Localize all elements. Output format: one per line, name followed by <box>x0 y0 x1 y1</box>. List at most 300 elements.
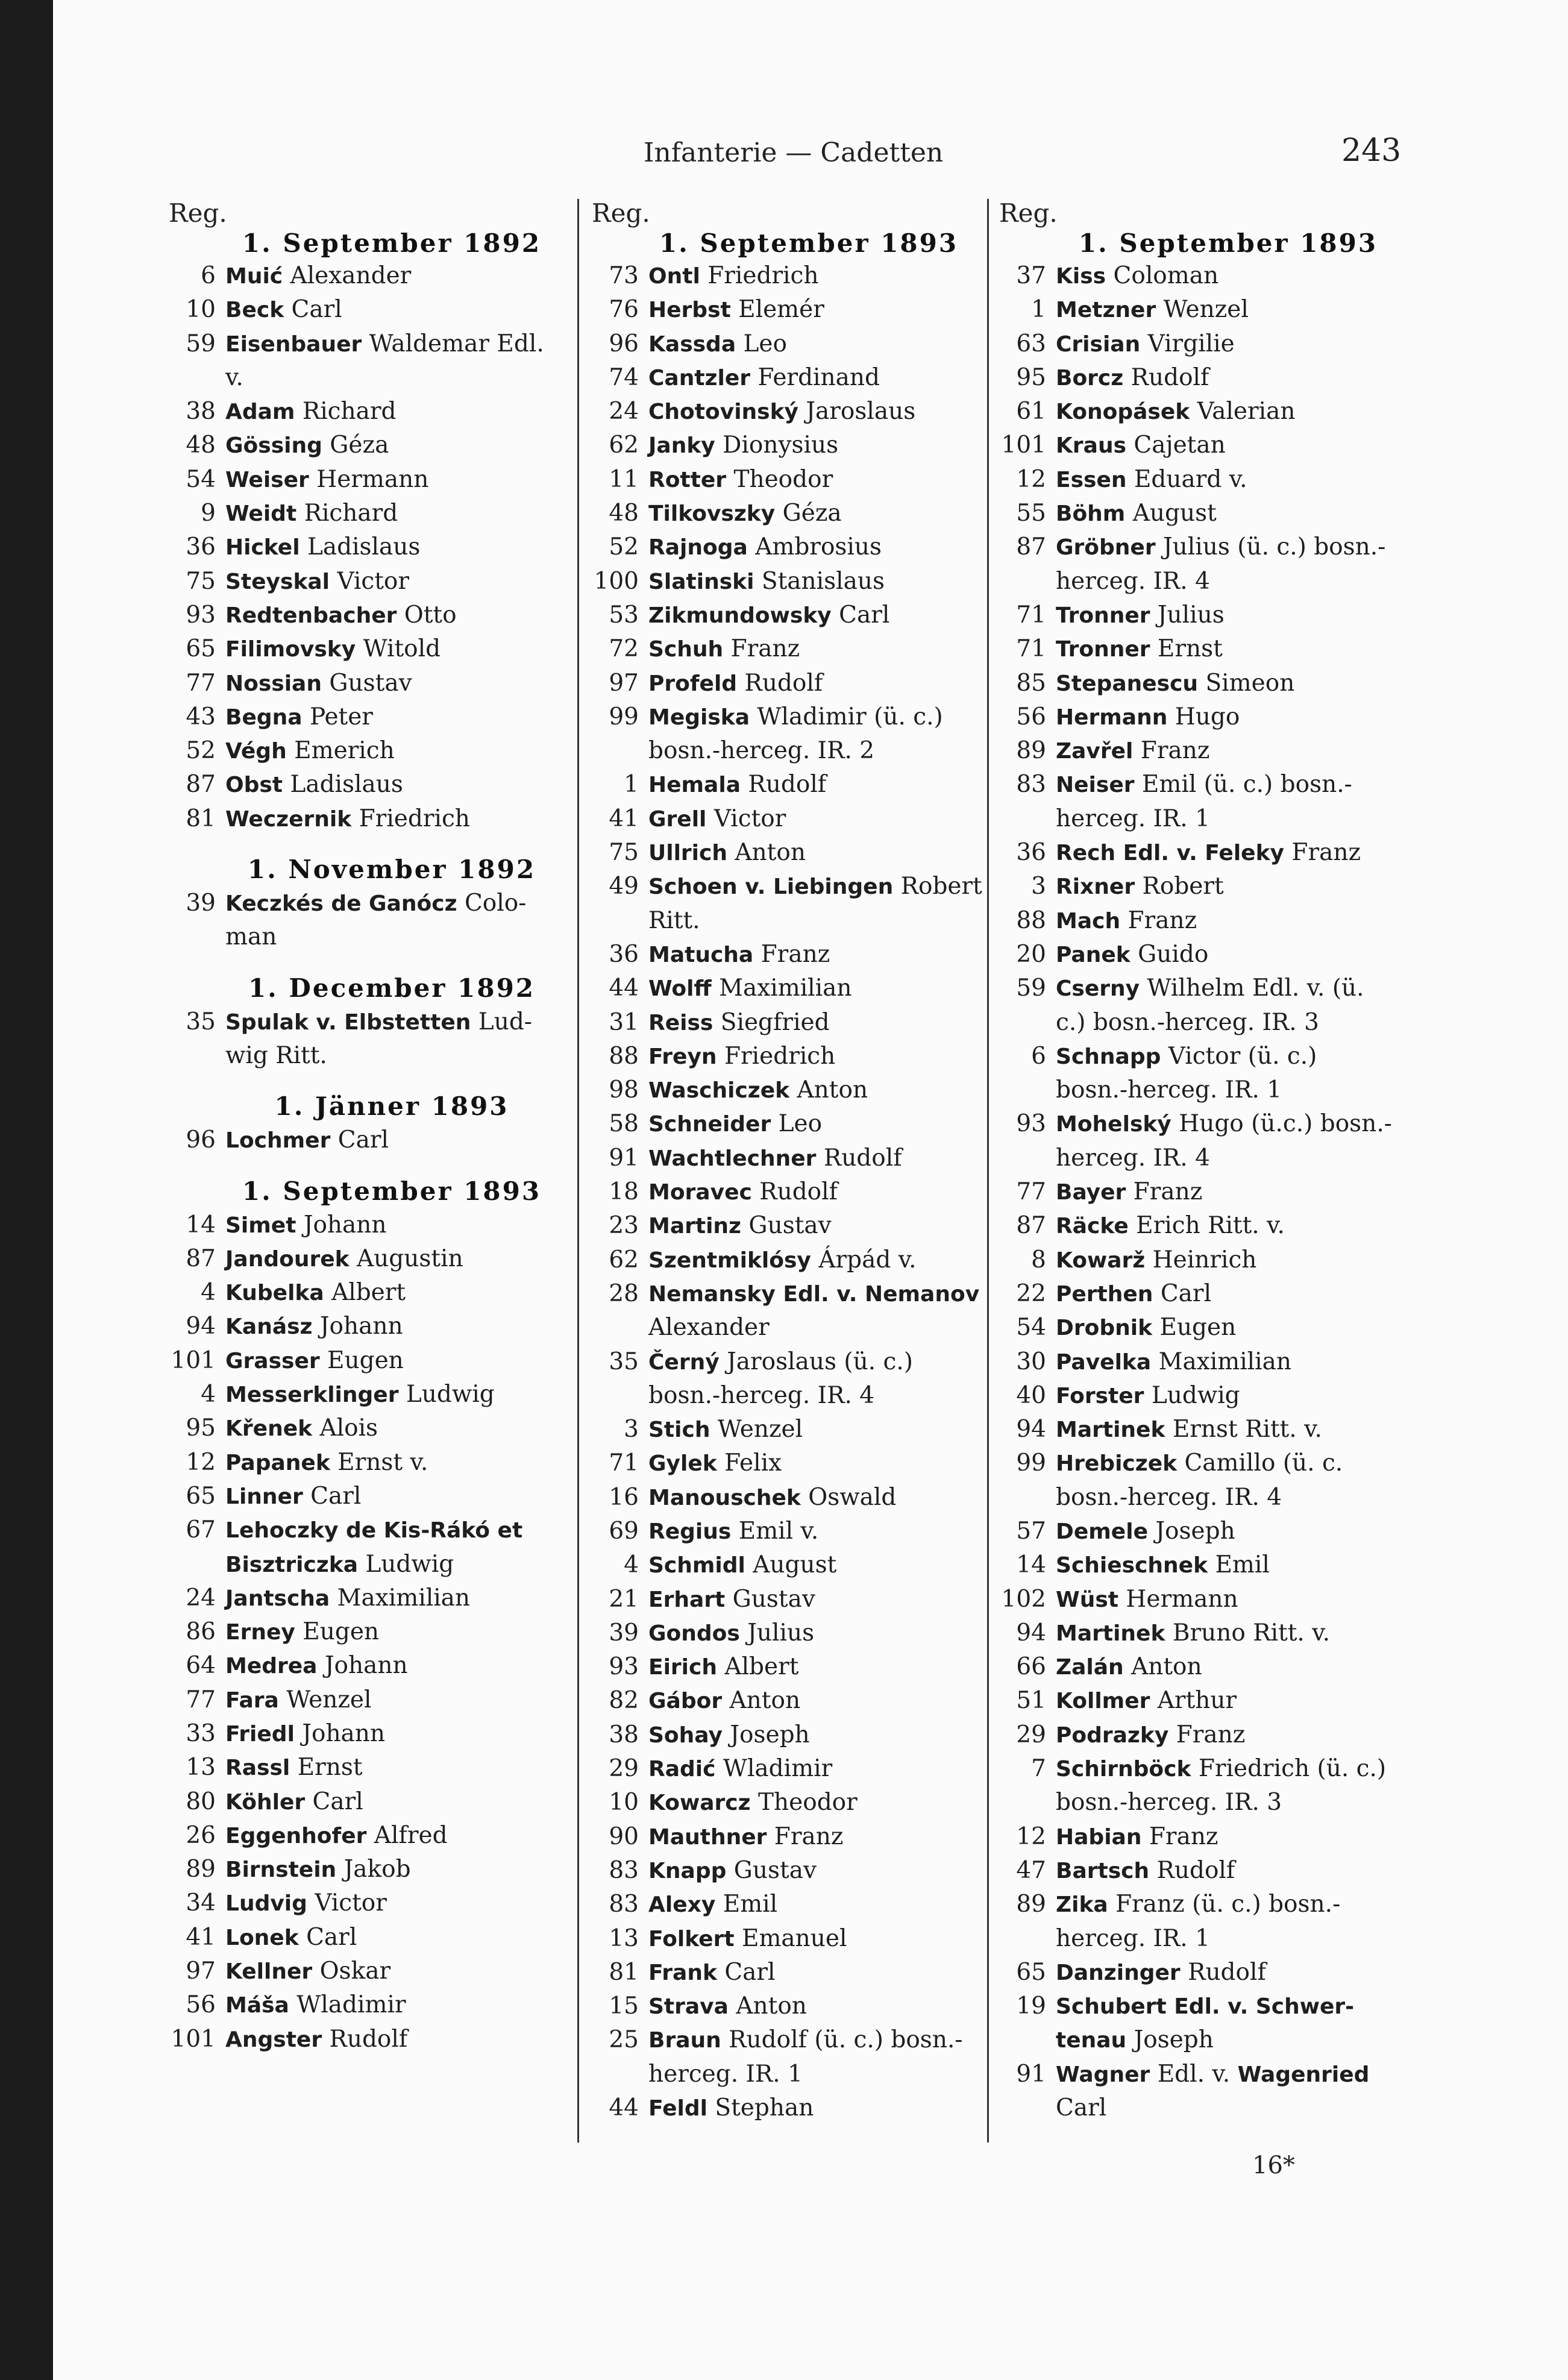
entry-name <box>225 497 398 531</box>
entry-name <box>1056 2058 1369 2092</box>
entry-row <box>592 429 1026 462</box>
regiment-number: 72 <box>609 635 639 663</box>
given-names: Carl <box>724 1958 776 1986</box>
regiment-number: 29 <box>1016 1721 1046 1748</box>
surname: Spulak v. Elbstetten <box>225 1009 471 1035</box>
entry-row <box>169 887 615 920</box>
entry-name <box>225 1123 389 1158</box>
given-names: Richard <box>304 500 398 527</box>
surname: Schneider <box>648 1112 771 1137</box>
regiment-number: 102 <box>1001 1585 1046 1613</box>
given-names: August <box>1132 500 1217 527</box>
entry-name <box>225 327 544 362</box>
entry-row <box>592 1040 1026 1073</box>
entry-name <box>225 463 428 497</box>
given-names: Franz <box>1291 839 1361 867</box>
surname: Manouschek <box>648 1485 801 1510</box>
regiment-number: 49 <box>609 873 639 900</box>
surname: Begna <box>225 705 303 730</box>
entry-continuation <box>999 1073 1457 1107</box>
entry-row <box>592 1006 1026 1040</box>
entry-row <box>592 667 1026 700</box>
entry-name <box>648 972 852 1006</box>
surname: Janky <box>648 433 715 459</box>
given-names: Felix <box>724 1449 782 1477</box>
given-names: Rudolf <box>329 2025 408 2053</box>
regiment-number: 18 <box>609 1178 639 1206</box>
entry-row <box>999 667 1457 700</box>
given-names: Emil <box>1215 1551 1270 1579</box>
regiment-number: 35 <box>609 1348 639 1375</box>
given-names: Ludwig <box>406 1381 495 1408</box>
entry-name <box>648 530 882 565</box>
given-names: herceg. IR. 1 <box>1056 1924 1210 1952</box>
entry-name <box>225 1548 454 1582</box>
entry-row <box>999 429 1457 462</box>
entry-name <box>1056 1786 1282 1820</box>
entry-name <box>648 1345 913 1380</box>
regiment-number: 74 <box>609 363 639 391</box>
entry-name <box>225 887 526 921</box>
regiment-number: 53 <box>609 601 639 629</box>
entry-name <box>648 395 915 429</box>
entry-row <box>592 1922 1026 1956</box>
entry-name <box>1056 734 1209 768</box>
entry-name <box>225 1683 371 1718</box>
entry-name <box>648 1243 917 1278</box>
regiment-number: 14 <box>186 1211 216 1239</box>
surname: Köhler <box>225 1789 306 1815</box>
section-gap <box>169 1073 615 1090</box>
entry-row <box>592 1141 1026 1175</box>
entry-row <box>999 734 1457 768</box>
entry-row <box>592 1243 1026 1277</box>
entry-row <box>592 1515 1026 1548</box>
regiment-number: 91 <box>609 1144 639 1172</box>
surname: Křenek <box>225 1416 313 1442</box>
entry-name <box>1056 1481 1282 1515</box>
given-names: Anton <box>736 1992 807 2020</box>
surname: Lochmer <box>225 1128 331 1154</box>
regiment-number: 62 <box>609 432 639 459</box>
given-names: Johann <box>324 1652 408 1680</box>
entry-name <box>225 293 342 327</box>
reg-label: Reg. <box>592 198 650 228</box>
given-names: Dionysius <box>723 432 839 459</box>
entry-continuation <box>592 904 1026 938</box>
entry-continuation <box>999 1922 1457 1956</box>
entry-name <box>1056 1989 1354 2024</box>
surname: Waschiczek <box>648 1078 790 1104</box>
surname: Gondos <box>648 1621 740 1646</box>
given-names: Siegfried <box>720 1008 830 1036</box>
entry-name <box>225 565 409 599</box>
surname: Kellner <box>225 1959 313 1985</box>
entry-row <box>999 1548 1457 1582</box>
entry-name <box>648 1786 858 1820</box>
entry-row <box>169 1649 615 1683</box>
surname: Grell <box>648 806 707 832</box>
regiment-number: 52 <box>186 737 216 765</box>
entry-name <box>1056 565 1210 599</box>
regiment-number: 58 <box>609 1110 639 1138</box>
entry-name <box>648 1277 979 1311</box>
given-names: Rudolf <box>744 669 823 697</box>
surname: Kubelka <box>225 1281 324 1306</box>
surname: Tilkovszky <box>648 501 776 527</box>
given-names: Albert <box>724 1653 799 1681</box>
surname: Schnapp <box>1056 1044 1161 1069</box>
entry-row <box>999 1583 1457 1616</box>
given-names: Franz <box>760 940 830 968</box>
surname: Moravec <box>648 1180 752 1205</box>
regiment-number: 37 <box>1016 262 1046 289</box>
entry-row <box>169 1785 615 1819</box>
entry-row <box>999 1616 1457 1650</box>
section-date-heading: 1. September 1893 <box>242 1176 542 1206</box>
entry-name <box>1056 904 1197 938</box>
regiment-number: 87 <box>1016 1212 1046 1240</box>
given-names: Anton <box>1131 1653 1202 1681</box>
entry-row <box>169 565 615 598</box>
regiment-number: 43 <box>186 703 216 730</box>
given-names: Gustav <box>733 1856 817 1884</box>
regiment-number: 89 <box>1016 1891 1046 1918</box>
regiment-number: 26 <box>186 1821 216 1849</box>
entry-name <box>1056 2023 1214 2058</box>
entry-row <box>169 1446 615 1480</box>
regiment-number: 99 <box>609 703 639 730</box>
surname: Kraus <box>1056 433 1126 459</box>
surname: Eirich <box>648 1655 717 1680</box>
given-names: Ernst v. <box>337 1448 428 1476</box>
entry-row <box>169 1411 615 1445</box>
entry-name <box>1056 1752 1386 1786</box>
entry-row <box>592 1888 1026 1921</box>
entry-name <box>225 768 403 802</box>
entry-name <box>1056 1515 1235 1549</box>
entry-name <box>648 1311 770 1345</box>
entry-name <box>1056 1922 1210 1956</box>
surname: Kowarcz <box>648 1791 751 1816</box>
entry-row <box>592 1345 1026 1379</box>
entry-row <box>592 1786 1026 1820</box>
regiment-number: 77 <box>1016 1178 1046 1206</box>
surname: Obst <box>225 773 283 798</box>
entry-name <box>648 1650 798 1685</box>
surname: Zavřel <box>1056 739 1134 764</box>
entry-row <box>592 836 1026 870</box>
regiment-number: 35 <box>186 1008 216 1035</box>
regiment-number: 25 <box>609 2026 639 2054</box>
regiment-number: 62 <box>609 1246 639 1273</box>
regiment-number: 12 <box>186 1448 216 1476</box>
regiment-number: 56 <box>1016 703 1046 730</box>
entry-name <box>225 1513 522 1548</box>
entry-row <box>999 1956 1457 1989</box>
entry-row <box>169 667 615 700</box>
entry-name <box>648 565 885 599</box>
entry-row <box>169 1819 615 1853</box>
entry-row <box>999 1175 1457 1209</box>
given-names: Valerian <box>1197 398 1296 425</box>
given-names: Guido <box>1138 940 1209 968</box>
surname: Danzinger <box>1056 1960 1181 1985</box>
given-names: Julius (ü. c.) bosn.- <box>1163 533 1386 561</box>
entry-name <box>648 1379 874 1413</box>
regiment-number: 83 <box>609 1856 639 1884</box>
section-gap <box>169 836 615 853</box>
reg-label: Reg. <box>999 198 1058 228</box>
regiment-number: 1 <box>1031 296 1046 324</box>
entry-name <box>1056 1820 1218 1854</box>
surname: Stepanescu <box>1056 671 1199 696</box>
entry-row <box>999 1040 1457 1073</box>
given-names: herceg. IR. 1 <box>1056 805 1210 832</box>
regiment-number: 11 <box>609 465 639 493</box>
entry-name <box>648 1141 902 1176</box>
surname: Steyskal <box>225 569 330 594</box>
entry-row <box>999 497 1457 530</box>
entry-name <box>225 1853 411 1887</box>
entry-row <box>169 463 615 497</box>
section-date-heading: 1. September 1893 <box>659 228 959 258</box>
entry-row <box>999 463 1457 497</box>
section-date-heading: 1. November 1892 <box>247 855 536 885</box>
regiment-number: 88 <box>609 1042 639 1070</box>
entry-row <box>999 870 1457 903</box>
given-names: Leo <box>778 1110 823 1138</box>
given-names: Virgilie <box>1147 330 1235 357</box>
entry-row <box>999 836 1457 870</box>
surname: Gábor <box>648 1689 723 1714</box>
entry-name <box>1056 1379 1240 1413</box>
entry-name <box>225 1615 379 1650</box>
regiment-number: 34 <box>186 1889 216 1917</box>
document-page <box>53 0 1568 2380</box>
regiment-number: 59 <box>1016 975 1046 1002</box>
entry-row <box>592 530 1026 564</box>
surname: Demele <box>1056 1519 1148 1544</box>
surname: Mauthner <box>648 1824 767 1850</box>
regiment-number: 76 <box>609 296 639 324</box>
given-names: Bruno Ritt. v. <box>1172 1619 1331 1647</box>
given-names: Carl <box>312 1788 363 1815</box>
entry-name <box>1056 938 1208 972</box>
regiment-number: 4 <box>201 1279 216 1307</box>
regiment-number: 23 <box>609 1212 639 1240</box>
given-names: Franz <box>1149 1823 1218 1850</box>
given-names: Victor <box>315 1889 387 1917</box>
entry-name <box>225 395 397 429</box>
surname: Erney <box>225 1620 295 1645</box>
surname: Máša <box>225 1993 289 2018</box>
entry-row <box>999 1277 1457 1311</box>
regiment-number: 1 <box>624 771 639 799</box>
surname: Birnstein <box>225 1857 337 1883</box>
given-names: Elemér <box>738 296 824 324</box>
given-names: Ladislaus <box>290 771 403 799</box>
regiment-number: 93 <box>609 1653 639 1681</box>
entry-name <box>1056 1718 1245 1753</box>
entry-row <box>169 395 615 429</box>
entry-name <box>1056 361 1209 395</box>
regiment-number: 51 <box>1016 1687 1046 1715</box>
given-names: Emanuel <box>741 1924 847 1952</box>
regiment-number: 89 <box>1016 737 1046 765</box>
entry-row <box>169 1208 615 1242</box>
given-names: Joseph <box>1155 1517 1235 1545</box>
entry-name <box>1056 1311 1236 1345</box>
regiment-number: 91 <box>1016 2060 1046 2088</box>
given-names: bosn.-herceg. IR. 1 <box>1056 1076 1282 1104</box>
entry-row <box>169 1310 615 1343</box>
entry-row <box>592 327 1026 361</box>
regiment-number: 24 <box>609 398 639 425</box>
surname: Nossian <box>225 671 322 696</box>
given-names: Oswald <box>808 1483 897 1511</box>
surname: Kollmer <box>1056 1689 1150 1714</box>
regiment-number: 95 <box>1016 363 1046 391</box>
entry-name <box>1056 530 1385 565</box>
entry-name <box>648 1548 836 1583</box>
given-names: Julius <box>1157 601 1225 629</box>
entry-name <box>1056 1107 1392 1141</box>
given-names: Wenzel <box>1163 296 1249 324</box>
surname: Kanász <box>225 1314 313 1340</box>
entry-name <box>648 1006 830 1040</box>
regiment-number: 9 <box>201 500 216 527</box>
regiment-number: 87 <box>186 1245 216 1272</box>
surname: Perthen <box>1056 1281 1153 1307</box>
surname: Panek <box>1056 942 1131 967</box>
regiment-number: 41 <box>186 1923 216 1951</box>
surname: Jantscha <box>225 1586 330 1611</box>
entry-continuation <box>999 565 1457 598</box>
regiment-number: 65 <box>186 635 216 663</box>
entry-row <box>592 1209 1026 1243</box>
given-names: v. <box>225 363 243 391</box>
entry-name <box>648 1073 868 1108</box>
regiment-number: 67 <box>186 1516 216 1544</box>
given-names: Peter <box>309 703 373 730</box>
regiment-number: 39 <box>186 890 216 917</box>
given-names: Wilhelm Edl. v. (ü. <box>1147 975 1364 1002</box>
given-names: Ludwig <box>365 1550 454 1578</box>
surname: Rajnoga <box>648 535 748 560</box>
regiment-number: 10 <box>609 1789 639 1816</box>
entry-name <box>648 667 823 701</box>
given-names: Carl <box>310 1482 362 1510</box>
entry-name <box>225 632 441 667</box>
given-names: Ernst <box>297 1754 363 1782</box>
surname: Rassl <box>225 1756 290 1781</box>
entry-row <box>999 1684 1457 1718</box>
regiment-number: 3 <box>624 1416 639 1443</box>
given-names: Edl. v. <box>1157 2060 1238 2088</box>
given-names: Maximilian <box>337 1584 471 1612</box>
entry-row <box>592 1854 1026 1888</box>
surname: Tronner <box>1056 637 1150 662</box>
given-names: Simeon <box>1205 669 1295 697</box>
entry-row <box>592 1175 1026 1209</box>
surname: Černý <box>648 1349 720 1375</box>
surname: Hickel <box>225 535 300 560</box>
given-names: Emerich <box>294 737 395 765</box>
regiment-number: 41 <box>609 805 639 832</box>
entry-row <box>169 327 615 361</box>
entry-name <box>1056 1548 1270 1583</box>
entry-row <box>999 2058 1457 2091</box>
surname: Szentmiklósy <box>648 1248 811 1273</box>
regiment-number: 59 <box>186 330 216 357</box>
given-names: Carl <box>839 601 890 629</box>
surname: Böhm <box>1056 501 1126 527</box>
entry-name <box>1056 1446 1343 1481</box>
regiment-number: 96 <box>186 1126 216 1154</box>
surname: Borcz <box>1056 365 1124 391</box>
entry-row <box>592 870 1026 903</box>
entry-row <box>169 802 615 836</box>
regiment-number: 44 <box>609 2094 639 2122</box>
entry-row <box>592 1956 1026 1989</box>
entry-row <box>999 259 1457 293</box>
given-names: Rudolf (ü. c.) bosn.- <box>729 2026 963 2054</box>
surname: Papanek <box>225 1450 330 1475</box>
given-names: Géza <box>782 500 842 527</box>
entry-name <box>225 1411 378 1446</box>
surname: Stich <box>648 1418 710 1443</box>
entry-name <box>1056 1175 1202 1210</box>
entry-row <box>592 1989 1026 2023</box>
entry-row <box>999 361 1457 395</box>
regiment-number: 81 <box>609 1958 639 1986</box>
entry-continuation <box>169 361 615 395</box>
regiment-number: 94 <box>1016 1619 1046 1647</box>
entry-name <box>648 1446 782 1481</box>
entry-row <box>169 1581 615 1615</box>
scan-border-left <box>0 0 53 2380</box>
entry-row <box>169 632 615 666</box>
entry-name <box>225 667 412 701</box>
entry-name <box>225 1819 448 1853</box>
surname: Chotovinský <box>648 400 798 425</box>
given-names: Franz <box>1127 906 1197 934</box>
given-names: Otto <box>404 601 457 629</box>
regiment-number: 14 <box>1016 1551 1046 1579</box>
entry-row <box>592 802 1026 836</box>
surname: Weidt <box>225 501 297 527</box>
given-names: Franz <box>1140 737 1210 765</box>
entry-name <box>648 497 842 531</box>
entry-row <box>592 1277 1026 1311</box>
given-names: Robert <box>900 873 982 900</box>
given-names: Victor (ü. c.) <box>1168 1042 1317 1070</box>
surname: Friedl <box>225 1721 295 1747</box>
entry-name <box>225 1581 470 1616</box>
entry-name <box>648 2023 963 2058</box>
surname: Schoen v. Liebingen <box>648 874 894 900</box>
entry-row <box>169 1378 615 1411</box>
given-names: Ambrosius <box>755 533 882 561</box>
given-names: Gustav <box>732 1585 815 1613</box>
regiment-number: 101 <box>171 2025 216 2053</box>
regiment-number: 4 <box>624 1551 639 1579</box>
entry-name <box>648 836 806 870</box>
entry-name <box>1056 598 1225 633</box>
regiment-number: 12 <box>1016 465 1046 493</box>
entry-row <box>999 1209 1457 1243</box>
